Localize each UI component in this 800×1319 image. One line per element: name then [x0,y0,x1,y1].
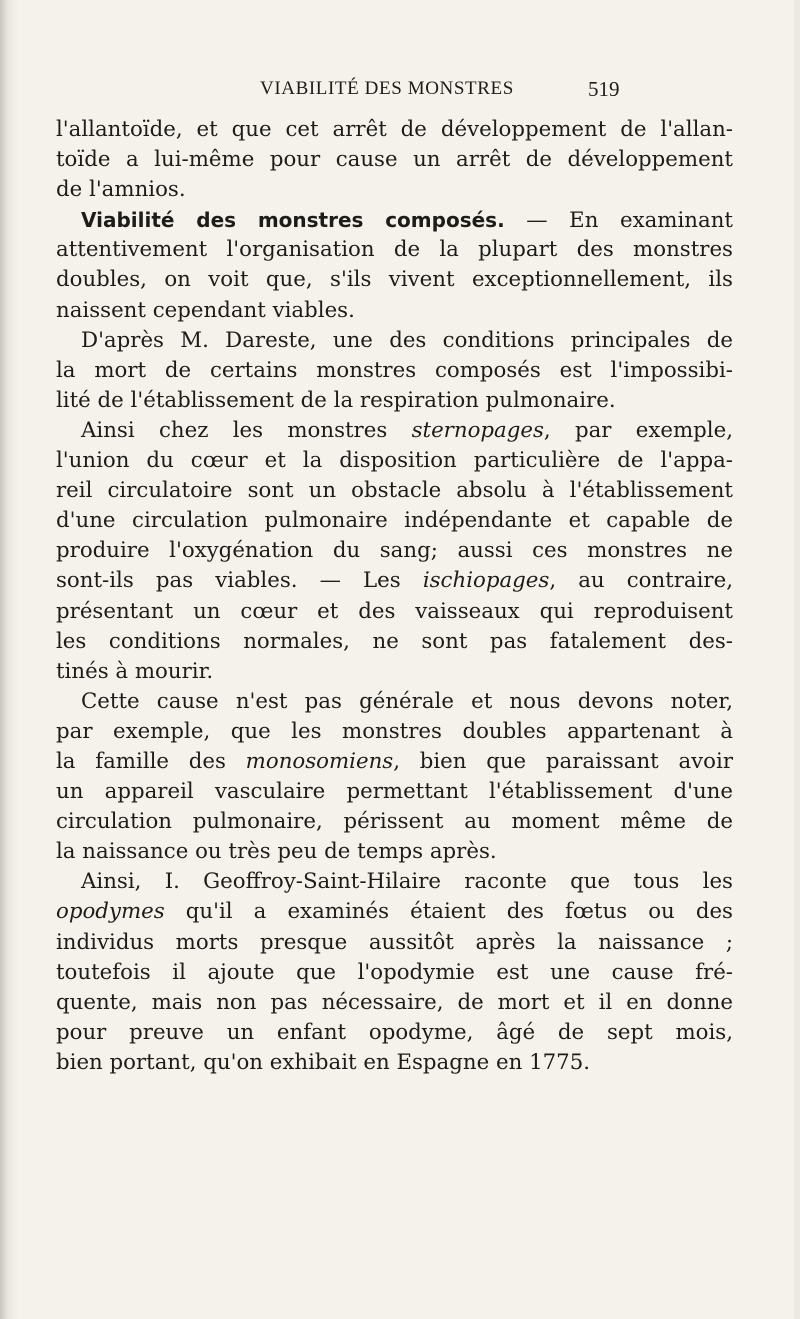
text-fragment: — En examinant [526,208,733,234]
text-line: l'allantoïde, et que cet arrêt de développement de l'allan- [56,117,733,142]
text-fragment: qu'il a examinés étaient des fœtus ou des [185,899,733,925]
text-line: Ainsi, I. Geoffroy-Saint-Hilaire raconte que tous les [81,869,733,895]
text-line: doubles, on voit que, s'ils vivent exceptionnellement, ils [56,267,733,293]
body-text [56,115,733,1078]
text-line: pour preuve un enfant opodyme, âgé de sept mois, [56,1019,733,1045]
page-number: 519 [588,77,620,101]
italic-term: ischiopages [422,568,550,594]
text-line: de l'amnios. [56,177,186,203]
text-line: attentivement l'organisation de la plupart des monstres [56,237,733,263]
text-fragment: la famille des [56,748,226,774]
text-line: toïde a lui-même pour cause un arrêt de développement [56,147,733,173]
text-line [56,897,733,927]
text-line: lité de l'établissement de la respiration pulmonaire. [56,387,616,413]
text-line: un appareil vasculaire permettant l'établissement d'une [56,779,733,805]
text-line: l'union du cœur et la disposition particulière de l'appa- [56,448,733,474]
text-fragment: , par exemple, [543,417,733,443]
italic-term: sternopages [411,417,544,443]
text-line [56,566,733,596]
text-line [56,747,733,777]
italic-term: opodymes [56,899,165,925]
text-line: quente, mais non pas nécessaire, de mort et il en donne [56,989,733,1015]
text-line: d'une circulation pulmonaire indépendante et capable de [56,508,733,534]
text-line [56,205,733,235]
text-fragment: sont-ils pas viables. — Les [56,568,401,594]
text-line: D'après M. Dareste, une des conditions principales de [81,327,733,353]
text-line: produire l'oxygénation du sang; aussi ces monstres ne [56,538,733,564]
text-fragment: , bien que paraissant avoir [393,748,733,774]
text-line: bien portant, qu'on exhibait en Espagne en 1775. [56,1049,591,1075]
text-line: naissent cependant viables. [56,297,355,323]
italic-term: monosomiens [245,748,394,774]
running-head: VIABILITÉ DES MONSTRES [260,78,514,99]
text-line: individus morts presque aussitôt après la naissance ; [56,929,733,955]
text-line: présentant un cœur et des vaisseaux qui reproduisent [56,598,733,624]
text-line: Cette cause n'est pas générale et nous devons noter, [81,688,733,714]
text-line: la mort de certains monstres composés est l'impossibi- [56,357,733,383]
text-line: tinés à mourir. [56,658,214,684]
text-fragment: Ainsi chez les monstres [81,417,388,443]
text-line: par exemple, que les monstres doubles appartenant à [56,718,733,744]
text-line: toutefois il ajoute que l'opodymie est une cause fré- [56,959,733,985]
section-heading: Viabilité des monstres composés. [81,208,505,233]
text-line [56,416,733,446]
text-line: circulation pulmonaire, périssent au moment même de [56,809,733,835]
text-line: la naissance ou très peu de temps après. [56,839,497,865]
page-gutter [0,0,18,1319]
text-line: reil circulatoire sont un obstacle absolu à l'établissement [56,478,733,504]
page-header [0,78,800,106]
text-fragment: , au contraire, [549,568,733,594]
page-edge [794,0,800,1319]
text-line: les conditions normales, ne sont pas fatalement des- [56,628,733,654]
